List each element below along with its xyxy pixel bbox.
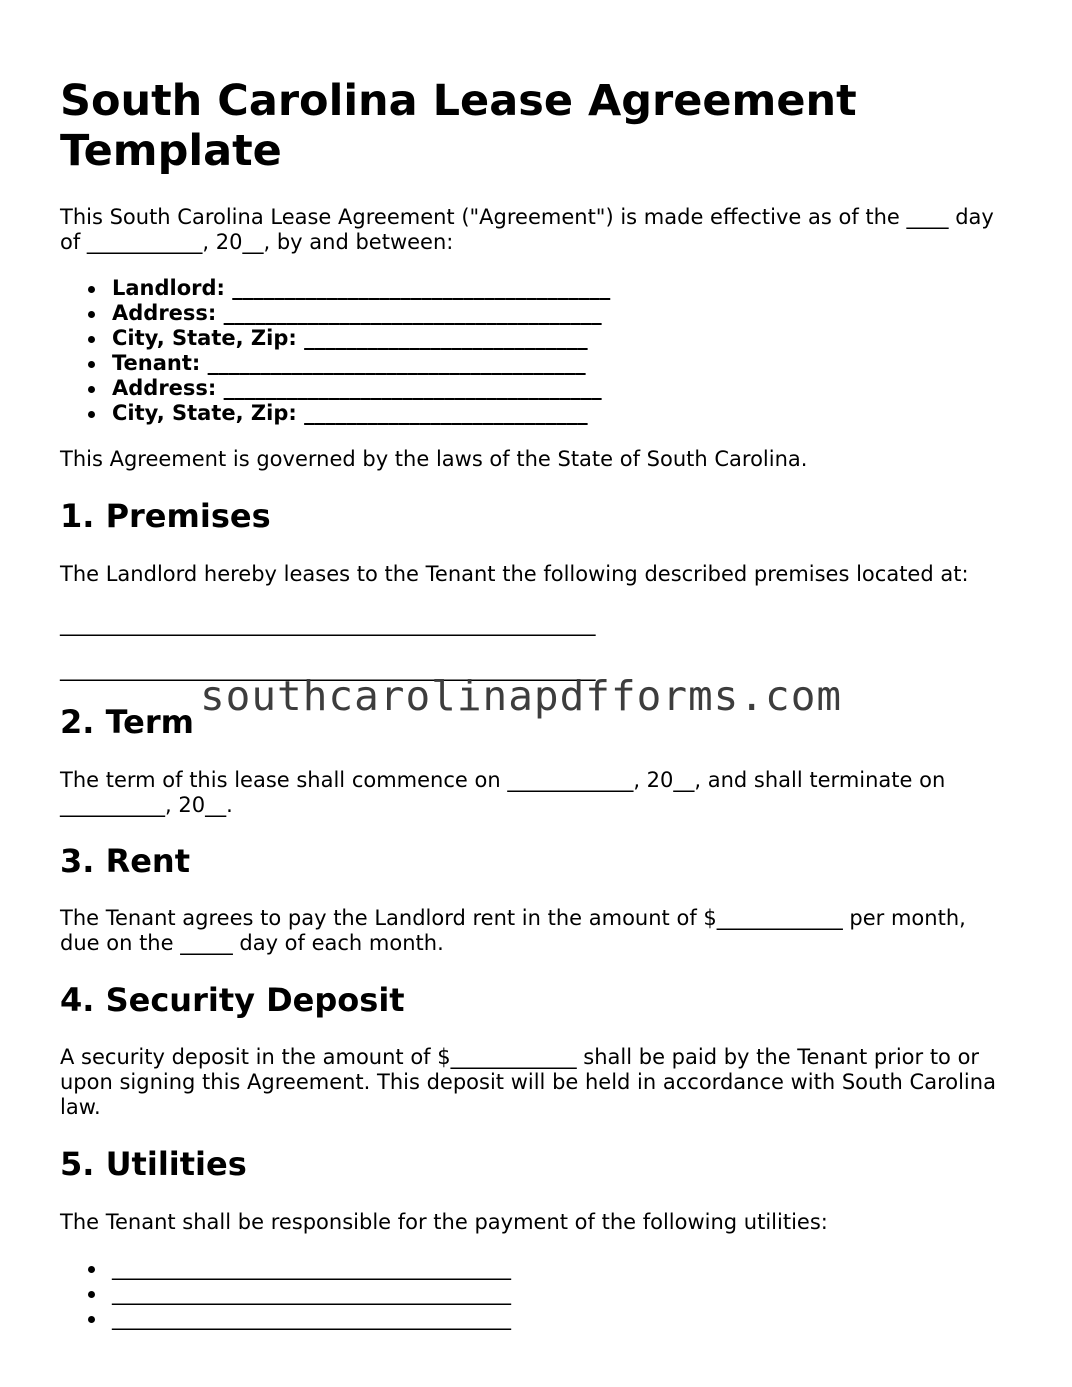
intro-paragraph: This South Carolina Lease Agreement ("Agreement") is made effective as of the ____ day of ___________, 20__, by and between: (60, 205, 994, 254)
section-heading-rent: 3. Rent (60, 842, 190, 880)
list-item: Address: ____________________________________ (88, 301, 610, 326)
section-heading-premises: 1. Premises (60, 497, 271, 535)
list-item: Tenant: ____________________________________ (88, 351, 610, 376)
premises-paragraph: The Landlord hereby leases to the Tenant the following described premises located at: (60, 562, 969, 586)
section-heading-security-deposit: 4. Security Deposit (60, 981, 405, 1019)
list-item: ______________________________________ (88, 1281, 511, 1306)
rent-paragraph: The Tenant agrees to pay the Landlord rent in the amount of $____________ per month, due on the _____ day of each month. (60, 906, 966, 955)
section-heading-utilities: 5. Utilities (60, 1145, 247, 1183)
list-item: Address: ____________________________________ (88, 376, 610, 401)
document-title: South Carolina Lease Agreement Template (60, 76, 857, 176)
governing-law-paragraph: This Agreement is governed by the laws of the State of South Carolina. (60, 447, 808, 471)
term-paragraph: The term of this lease shall commence on ____________, 20__, and shall terminate on __________, 20__. (60, 768, 946, 817)
list-item: ______________________________________ (88, 1306, 511, 1331)
section-heading-term: 2. Term (60, 703, 194, 741)
list-item: Landlord: ____________________________________ (88, 276, 610, 301)
premises-blank-line: ___________________________________________________ (60, 612, 596, 636)
utilities-paragraph: The Tenant shall be responsible for the payment of the following utilities: (60, 1210, 828, 1234)
premises-blank-line: ___________________________________________________ (60, 657, 596, 681)
list-item: City, State, Zip: ___________________________ (88, 401, 610, 426)
list-item: ______________________________________ (88, 1256, 511, 1281)
watermark-text: southcarolinapdfforms.com (200, 672, 843, 720)
utilities-list (60, 1256, 511, 1331)
parties-list (60, 276, 610, 426)
list-item: City, State, Zip: ___________________________ (88, 326, 610, 351)
security-deposit-paragraph: A security deposit in the amount of $____________ shall be paid by the Tenant prior to or upon signing this Agreement. This deposit will be held in accordance with South Carolina law. (60, 1045, 996, 1119)
